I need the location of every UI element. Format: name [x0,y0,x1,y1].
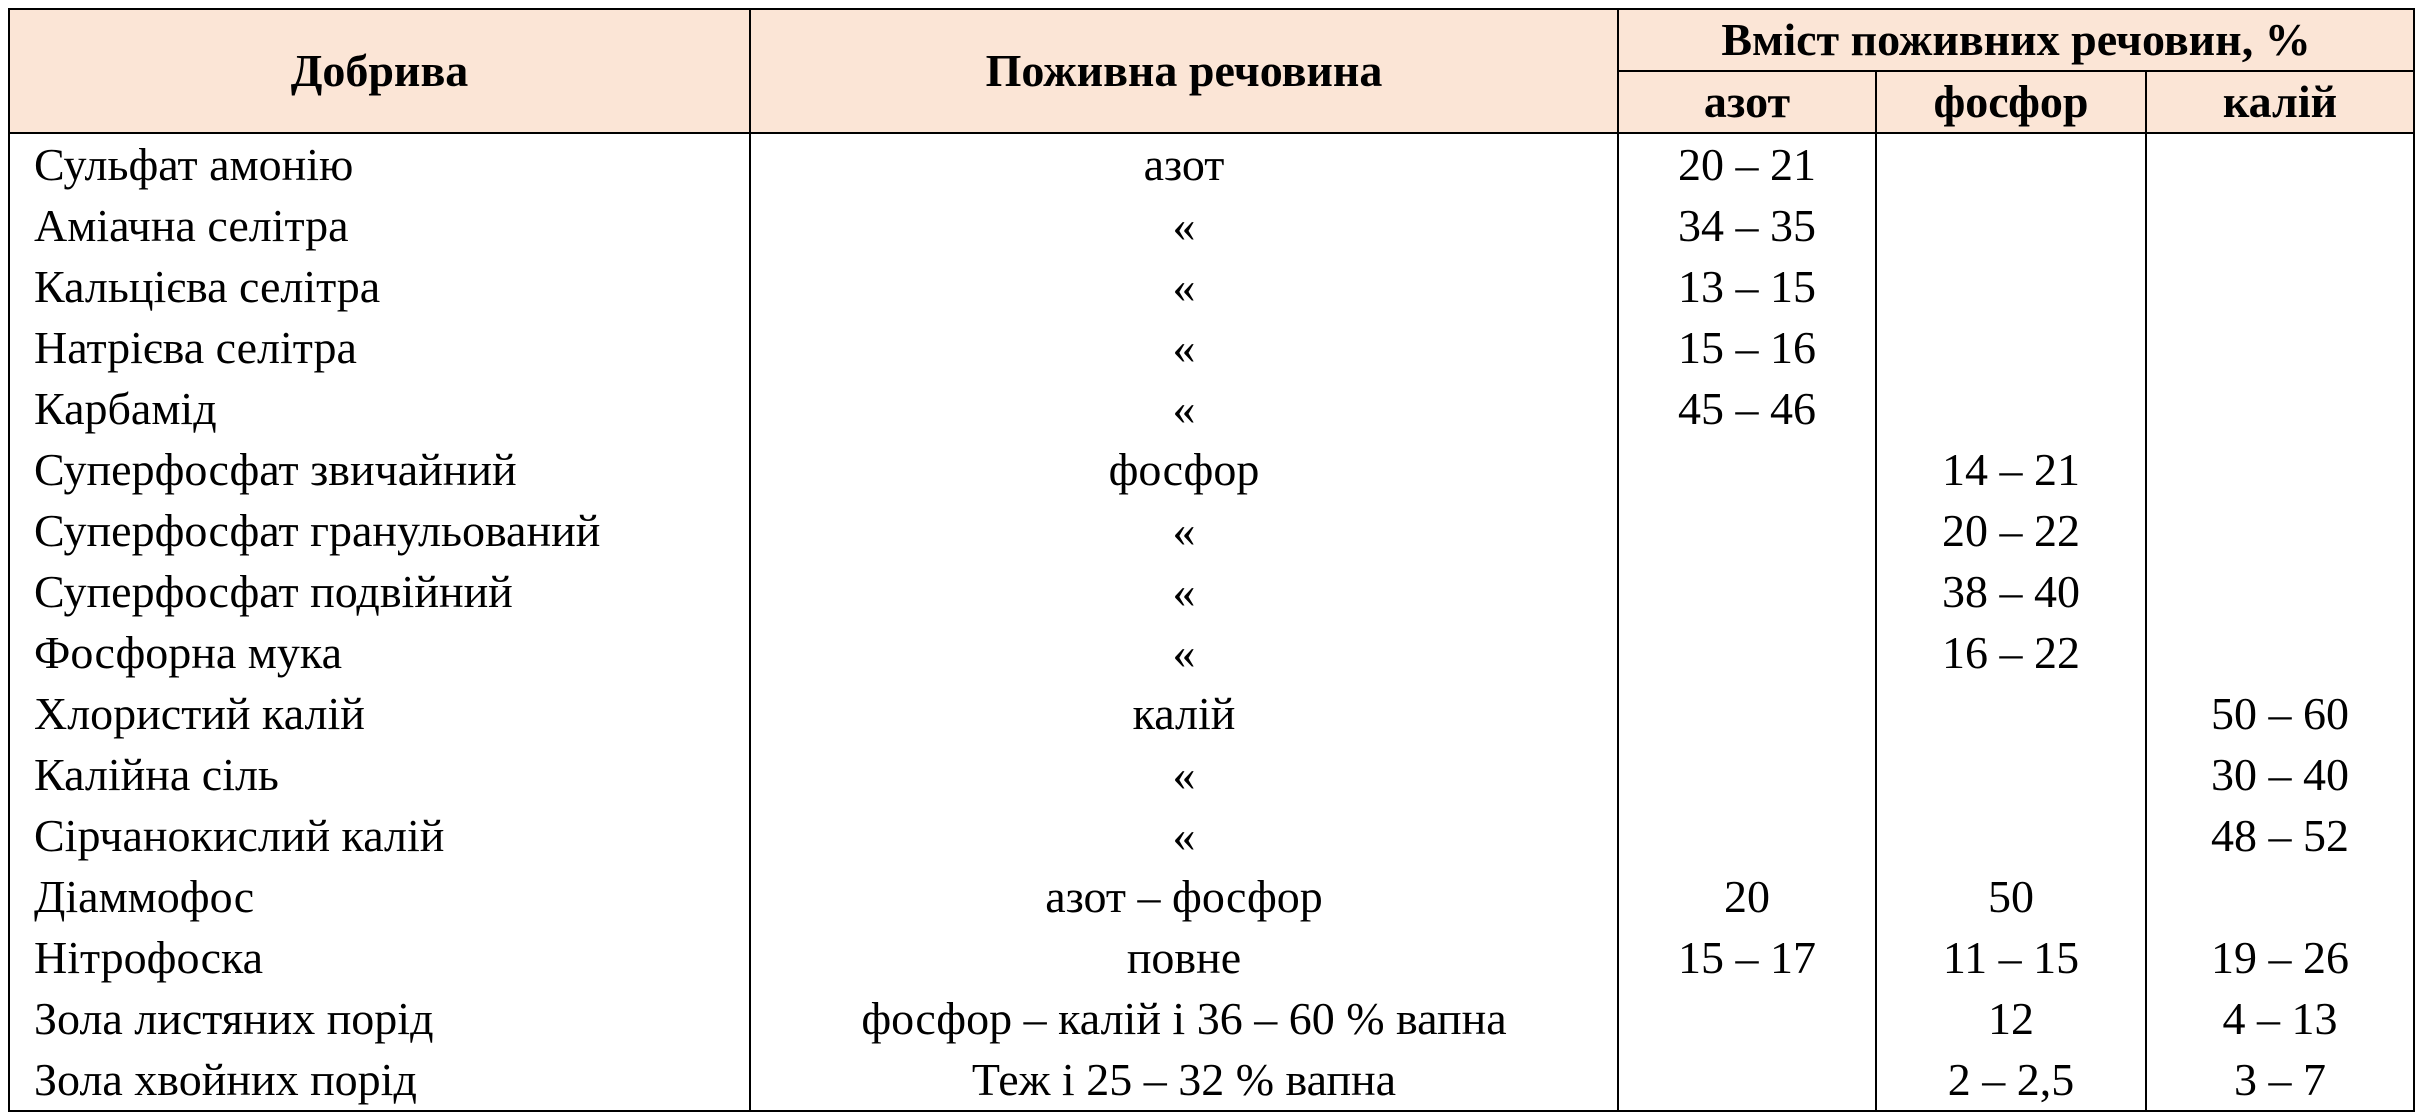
phosphorus-value: 50 [1876,866,2146,927]
nitrogen-value [1618,439,1876,500]
phosphorus-value [1876,195,2146,256]
nutrient-type: « [750,378,1618,439]
fertilizer-name: Суперфосфат звичайний [9,439,750,500]
potassium-value: 4 – 13 [2146,988,2414,1049]
table-row [9,1049,2414,1111]
nutrient-type: « [750,195,1618,256]
header-content: Вміст поживних речовин, % [1618,9,2414,71]
fertilizer-name: Діаммофос [9,866,750,927]
table-row [9,500,2414,561]
potassium-value: 3 – 7 [2146,1049,2414,1111]
nitrogen-value: 20 – 21 [1618,133,1876,195]
potassium-value [2146,866,2414,927]
phosphorus-value [1876,133,2146,195]
potassium-value: 48 – 52 [2146,805,2414,866]
phosphorus-value: 20 – 22 [1876,500,2146,561]
phosphorus-value [1876,805,2146,866]
nitrogen-value: 34 – 35 [1618,195,1876,256]
fertilizer-name: Фосфорна мука [9,622,750,683]
fertilizer-name: Хлористий калій [9,683,750,744]
nutrient-type: Теж і 25 – 32 % вапна [750,1049,1618,1111]
phosphorus-value [1876,683,2146,744]
nitrogen-value: 45 – 46 [1618,378,1876,439]
potassium-value [2146,500,2414,561]
nitrogen-value [1618,500,1876,561]
table-row [9,683,2414,744]
potassium-value [2146,317,2414,378]
phosphorus-value: 38 – 40 [1876,561,2146,622]
potassium-value [2146,195,2414,256]
potassium-value: 50 – 60 [2146,683,2414,744]
nutrient-type: фосфор [750,439,1618,500]
table-row [9,256,2414,317]
nutrient-type: « [750,561,1618,622]
fertilizer-name: Суперфосфат подвійний [9,561,750,622]
potassium-value [2146,561,2414,622]
table-row [9,439,2414,500]
nitrogen-value [1618,988,1876,1049]
potassium-value [2146,439,2414,500]
potassium-value: 19 – 26 [2146,927,2414,988]
fertilizer-name: Сірчанокислий калій [9,805,750,866]
nutrient-type: « [750,317,1618,378]
header-potassium: калій [2146,71,2414,133]
nutrient-type: « [750,805,1618,866]
nutrient-type: фосфор – калій і 36 – 60 % вапна [750,988,1618,1049]
fertilizer-name: Кальцієва селітра [9,256,750,317]
nitrogen-value [1618,805,1876,866]
nutrient-type: « [750,622,1618,683]
nitrogen-value: 20 [1618,866,1876,927]
table-row [9,988,2414,1049]
table-body [9,133,2414,1111]
nitrogen-value: 15 – 17 [1618,927,1876,988]
nutrient-type: азот [750,133,1618,195]
fertilizer-name: Аміачна селітра [9,195,750,256]
phosphorus-value: 14 – 21 [1876,439,2146,500]
table-row [9,805,2414,866]
header-phosphorus: фосфор [1876,71,2146,133]
fertilizer-name: Карбамід [9,378,750,439]
header-fertilizer: Добрива [9,9,750,133]
phosphorus-value: 2 – 2,5 [1876,1049,2146,1111]
fertilizer-name: Натрієва селітра [9,317,750,378]
table-row [9,561,2414,622]
nitrogen-value [1618,744,1876,805]
fertilizer-table [8,8,2415,1112]
potassium-value [2146,622,2414,683]
fertilizer-name: Зола листяних порід [9,988,750,1049]
nitrogen-value [1618,1049,1876,1111]
nitrogen-value: 13 – 15 [1618,256,1876,317]
nitrogen-value [1618,683,1876,744]
potassium-value [2146,378,2414,439]
phosphorus-value [1876,317,2146,378]
phosphorus-value: 12 [1876,988,2146,1049]
table-row [9,317,2414,378]
phosphorus-value [1876,744,2146,805]
table-row [9,622,2414,683]
phosphorus-value [1876,256,2146,317]
potassium-value [2146,133,2414,195]
nitrogen-value [1618,622,1876,683]
fertilizer-name: Зола хвойних порід [9,1049,750,1111]
table-row [9,744,2414,805]
table-row [9,378,2414,439]
nutrient-type: калій [750,683,1618,744]
fertilizer-name: Суперфосфат гранульований [9,500,750,561]
table-row [9,927,2414,988]
header-nitrogen: азот [1618,71,1876,133]
nutrient-type: повне [750,927,1618,988]
header-nutrient: Поживна речовина [750,9,1618,133]
fertilizer-name: Сульфат амонію [9,133,750,195]
potassium-value: 30 – 40 [2146,744,2414,805]
phosphorus-value [1876,378,2146,439]
phosphorus-value: 16 – 22 [1876,622,2146,683]
nutrient-type: « [750,256,1618,317]
phosphorus-value: 11 – 15 [1876,927,2146,988]
nitrogen-value: 15 – 16 [1618,317,1876,378]
fertilizer-name: Калійна сіль [9,744,750,805]
fertilizer-name: Нітрофоска [9,927,750,988]
potassium-value [2146,256,2414,317]
nutrient-type: « [750,500,1618,561]
table-header [9,9,2414,133]
table-row [9,866,2414,927]
nutrient-type: « [750,744,1618,805]
table-row [9,133,2414,195]
table-row [9,195,2414,256]
nitrogen-value [1618,561,1876,622]
nutrient-type: азот – фосфор [750,866,1618,927]
